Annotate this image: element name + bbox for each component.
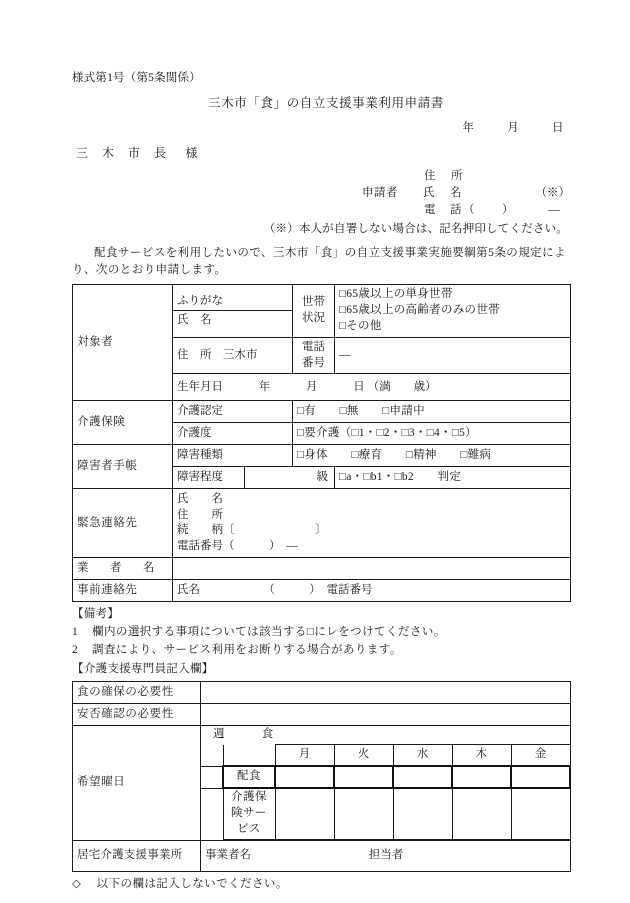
weekday-header-mon: 月 xyxy=(275,745,334,767)
food-necessity-value[interactable] xyxy=(201,682,571,704)
weekday-service-label-line3: ビス xyxy=(237,822,261,835)
emergency-address-label[interactable]: 住 所 xyxy=(177,508,223,521)
table-row-vendor xyxy=(73,558,571,580)
care-level-label: 介護度 xyxy=(173,423,293,445)
note-item-1-text: 欄内の選択する事項については該当する□にレをつけてください。 xyxy=(92,626,446,639)
insurance-label: 介護保険 xyxy=(73,401,173,445)
disability-degree-options[interactable]: □a・□b1・□b2 判定 xyxy=(335,467,571,489)
applicant-name-row xyxy=(362,185,570,202)
week-suffix-label: 食 xyxy=(261,728,274,741)
signature-note: （※）本人が自署しない場合は、記名押印してください。 xyxy=(263,222,568,235)
household-status-label-line1: 世帯 xyxy=(302,296,325,309)
applicant-tel-row xyxy=(362,202,570,219)
weekday-header-fri: 金 xyxy=(511,745,570,767)
subject-label: 対象者 xyxy=(73,285,173,401)
weekday-meal-wed[interactable] xyxy=(393,766,452,788)
table-row-safety-check xyxy=(73,704,571,726)
table-row-disability-type xyxy=(73,445,571,467)
weekday-service-label xyxy=(223,788,275,840)
furigana-row xyxy=(173,292,292,311)
date-line xyxy=(72,120,570,137)
office-staff-label[interactable]: 担当者 xyxy=(368,849,404,862)
household-option-3[interactable]: □その他 xyxy=(339,319,382,332)
birthdate-label: 生年月日 xyxy=(177,380,223,393)
subject-address-label: 住 所 三木市 xyxy=(173,337,293,374)
form-number: 様式第1号（第5条関係） xyxy=(72,72,201,84)
emergency-fields-cell xyxy=(173,489,571,558)
subject-name-label: 氏 名 xyxy=(177,313,212,326)
main-form-table xyxy=(72,284,571,602)
subject-tel-label-line1: 電話 xyxy=(302,340,325,353)
emergency-relation-label[interactable]: 続 柄〔 〕 xyxy=(177,524,327,537)
note-item-2-text: 調査により、サービス利用をお断りする場合があります。 xyxy=(92,643,402,656)
table-row-emergency-contact xyxy=(73,489,571,558)
diamond-icon: ◇ xyxy=(72,878,82,890)
weekday-service-thu[interactable] xyxy=(452,788,511,840)
vendor-value[interactable] xyxy=(173,558,571,580)
weekday-meal-left-blank xyxy=(201,766,223,788)
emergency-tel-label[interactable]: 電話番号（ ） ― xyxy=(177,540,298,553)
week-prefix-label: 週 xyxy=(213,728,225,741)
care-manager-heading: 【介護支援専門員記入欄】 xyxy=(72,663,214,676)
footer-note-text: 以下の欄は記入しないでください。 xyxy=(96,878,288,890)
subject-tel-label xyxy=(293,337,335,374)
household-options-cell xyxy=(335,285,571,338)
birthdate-month: 月 xyxy=(306,380,318,393)
certification-label: 介護認定 xyxy=(173,401,293,423)
date-day-label: 日 xyxy=(552,121,564,134)
weekday-service-mon[interactable] xyxy=(275,788,334,840)
desired-days-grid-cell xyxy=(201,726,571,841)
birthdate-age: （満 歳） xyxy=(367,380,437,393)
certification-options[interactable]: □有 □無 □申請中 xyxy=(293,401,571,423)
food-necessity-label: 食の確保の必要性 xyxy=(73,682,201,704)
vendor-label: 業 者 名 xyxy=(73,558,173,580)
date-year-label: 年 xyxy=(462,121,475,134)
weekday-header-corner-blank xyxy=(201,745,223,767)
table-row-advance-contact xyxy=(73,580,571,602)
care-manager-table xyxy=(72,681,571,872)
weekday-header-tue: 火 xyxy=(334,745,393,767)
weekday-service-label-line1: 介護保 xyxy=(231,791,267,803)
weekday-service-label-line2: 険サー xyxy=(231,806,267,819)
table-row-subject-name xyxy=(73,285,571,338)
birthdate-day: 日 xyxy=(353,380,365,393)
weekday-header-thu: 木 xyxy=(452,745,511,767)
disability-type-label: 障害種類 xyxy=(173,445,293,467)
office-label: 居宅介護支援事業所 xyxy=(73,841,201,872)
note-item-2 xyxy=(72,642,570,659)
weekday-service-tue[interactable] xyxy=(334,788,393,840)
weekday-meal-fri[interactable] xyxy=(511,766,570,788)
weekday-header-row xyxy=(201,745,570,767)
table-row-office xyxy=(73,841,571,872)
weekday-meal-thu[interactable] xyxy=(452,766,511,788)
date-month-label: 月 xyxy=(507,121,520,134)
birthdate-year: 年 xyxy=(258,380,271,393)
weekday-service-left-blank xyxy=(201,788,223,840)
weekday-header-rowlabel-blank xyxy=(223,745,275,767)
applicant-address-row xyxy=(362,168,570,185)
week-count-line xyxy=(201,726,570,744)
weekday-service-wed[interactable] xyxy=(393,788,452,840)
weekday-service-fri[interactable] xyxy=(511,788,570,840)
note-item-2-number: 2 xyxy=(72,643,79,656)
addressee-honorific: 様 xyxy=(185,146,198,161)
footer-note xyxy=(72,876,570,893)
applicant-block xyxy=(72,168,570,219)
emergency-name-label[interactable]: 氏 名 xyxy=(177,492,223,505)
safety-check-label: 安否確認の必要性 xyxy=(73,704,201,726)
household-option-2[interactable]: □65歳以上の高齢者のみの世帯 xyxy=(339,304,500,317)
weekday-row-meal xyxy=(201,766,570,788)
notes-heading: 【備考】 xyxy=(72,608,120,621)
subject-tel-label-line2: 番号 xyxy=(302,356,325,369)
notes-block xyxy=(72,606,570,658)
document-title: 三木市「食」の自立支援事業利用申請書 xyxy=(208,95,444,110)
desired-days-label: 希望曜日 xyxy=(73,726,201,841)
applicant-name-label: 氏 名 xyxy=(423,186,464,199)
table-row-certification xyxy=(73,401,571,423)
subject-tel-value[interactable]: ― xyxy=(335,337,571,374)
furigana-name-cell xyxy=(173,285,293,338)
applicant-label: 申請者 xyxy=(362,186,398,199)
name-row xyxy=(173,311,292,330)
table-row-food-necessity xyxy=(73,682,571,704)
addressee-line xyxy=(72,145,570,162)
disability-label: 障害者手帳 xyxy=(73,445,173,489)
disability-degree-label: 障害程度 xyxy=(173,467,245,489)
weekday-grid xyxy=(201,744,571,840)
disability-type-options[interactable]: □身体 □療育 □精神 □難病 xyxy=(293,445,571,467)
care-level-options[interactable]: □要介護（□1・□2・□3・□4・□5） xyxy=(293,423,571,445)
safety-check-value[interactable] xyxy=(201,704,571,726)
household-status-label xyxy=(293,285,335,338)
addressee-text: 三 木 市 長 xyxy=(76,146,172,161)
furigana-label: ふりがな xyxy=(173,292,292,311)
weekday-row-service xyxy=(201,788,570,840)
applicant-tel-label: 電 話（ ） ― xyxy=(424,203,562,216)
applicant-address-label: 住 所 xyxy=(424,169,465,182)
weekday-meal-mon[interactable] xyxy=(275,766,334,788)
birthdate-cell xyxy=(173,374,571,401)
advance-contact-value[interactable]: 氏名 （ ） 電話番号 xyxy=(173,580,571,602)
applicant-seal-mark: （※） xyxy=(535,186,570,199)
household-status-label-line2: 状況 xyxy=(302,311,325,324)
weekday-meal-label: 配食 xyxy=(223,766,275,788)
note-item-1-number: 1 xyxy=(72,626,79,639)
emergency-label: 緊急連絡先 xyxy=(73,489,173,558)
office-provider-label[interactable]: 事業者名 xyxy=(205,849,251,862)
advance-contact-label: 事前連絡先 xyxy=(73,580,173,602)
furigana-name-subtable xyxy=(173,292,292,329)
weekday-meal-tue[interactable] xyxy=(334,766,393,788)
table-row-desired-days xyxy=(73,726,571,841)
weekday-header-wed: 水 xyxy=(393,745,452,767)
household-option-1[interactable]: □65歳以上の単身世帯 xyxy=(339,288,453,301)
intro-paragraph: 配食サービスを利用したいので、三木市「食」の自立支援事業実施要綱第5条の規定により、次のとおり申請します。 xyxy=(72,246,567,277)
disability-grade-label: 級 xyxy=(245,467,335,489)
note-item-1 xyxy=(72,624,570,641)
office-fields-cell xyxy=(201,841,571,872)
